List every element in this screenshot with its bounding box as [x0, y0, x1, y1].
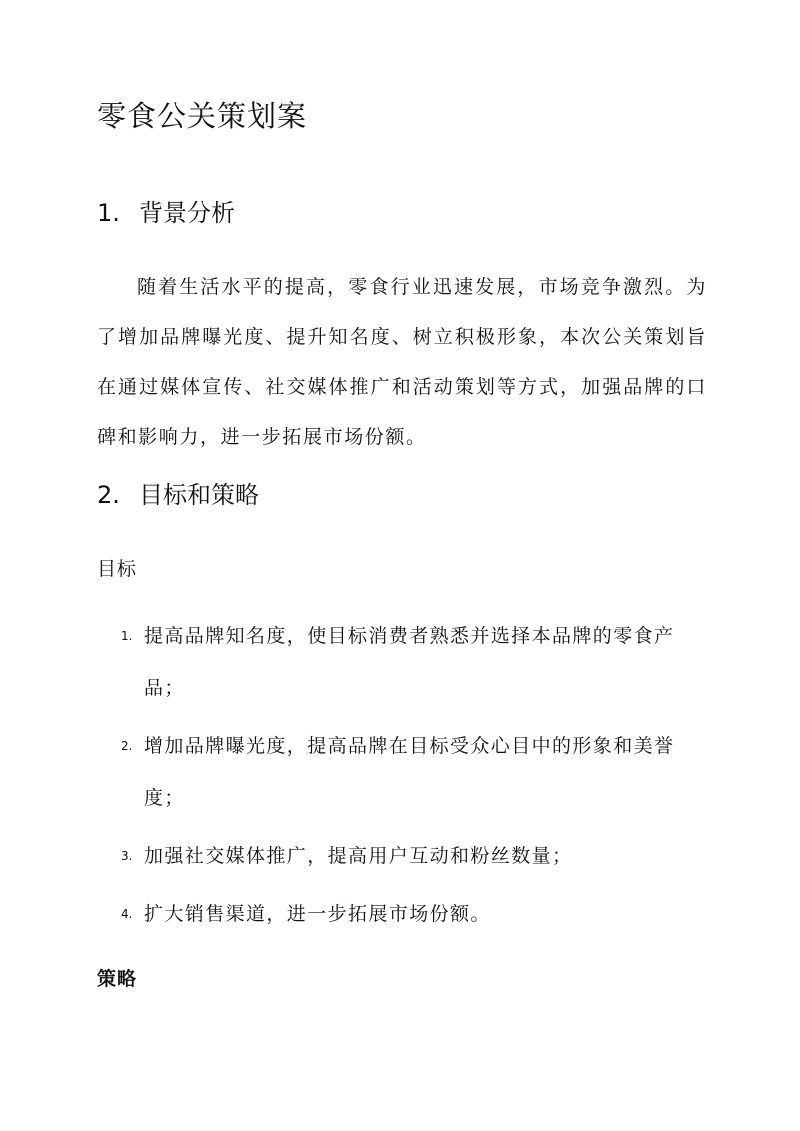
list-item-text: 扩大销售渠道，进一步拓展市场份额。: [144, 903, 491, 925]
list-item: [97, 720, 707, 824]
section-number: 1.: [97, 199, 120, 227]
document-title: 零食公关策划案: [97, 99, 308, 133]
section-title: 目标和策略: [139, 481, 259, 509]
goals-subheading: 目标: [97, 558, 138, 580]
strategy-subheading: 策略: [97, 968, 138, 990]
list-item-text: 增加品牌曝光度，提高品牌在目标受众心目中的形象和美誉度；: [144, 735, 675, 809]
list-marker: 2.: [121, 739, 133, 753]
list-item-text: 加强社交媒体推广，提高用户互动和粉丝数量；: [144, 845, 573, 867]
list-item: [97, 610, 707, 714]
section-title: 背景分析: [139, 199, 235, 227]
section-heading-background: [97, 196, 235, 230]
list-item: [97, 888, 707, 940]
list-marker: 4.: [121, 907, 133, 921]
list-item: [97, 830, 707, 882]
section-number: 2.: [97, 481, 120, 509]
goals-list: [97, 610, 707, 946]
list-marker: 3.: [121, 849, 133, 863]
section-heading-goals-strategy: [97, 478, 259, 512]
list-marker: 1.: [121, 629, 133, 643]
background-paragraph: 随着生活水平的提高，零食行业迅速发展，市场竞争激烈。为了增加品牌曝光度、提升知名度、树立积极形象，本次公关策划旨在通过媒体宣传、社交媒体推广和活动策划等方式，加强品牌的口碑和影响力，进一步拓展市场份额。: [97, 276, 707, 448]
list-item-text: 提高品牌知名度，使目标消费者熟悉并选择本品牌的零食产品；: [144, 625, 675, 699]
